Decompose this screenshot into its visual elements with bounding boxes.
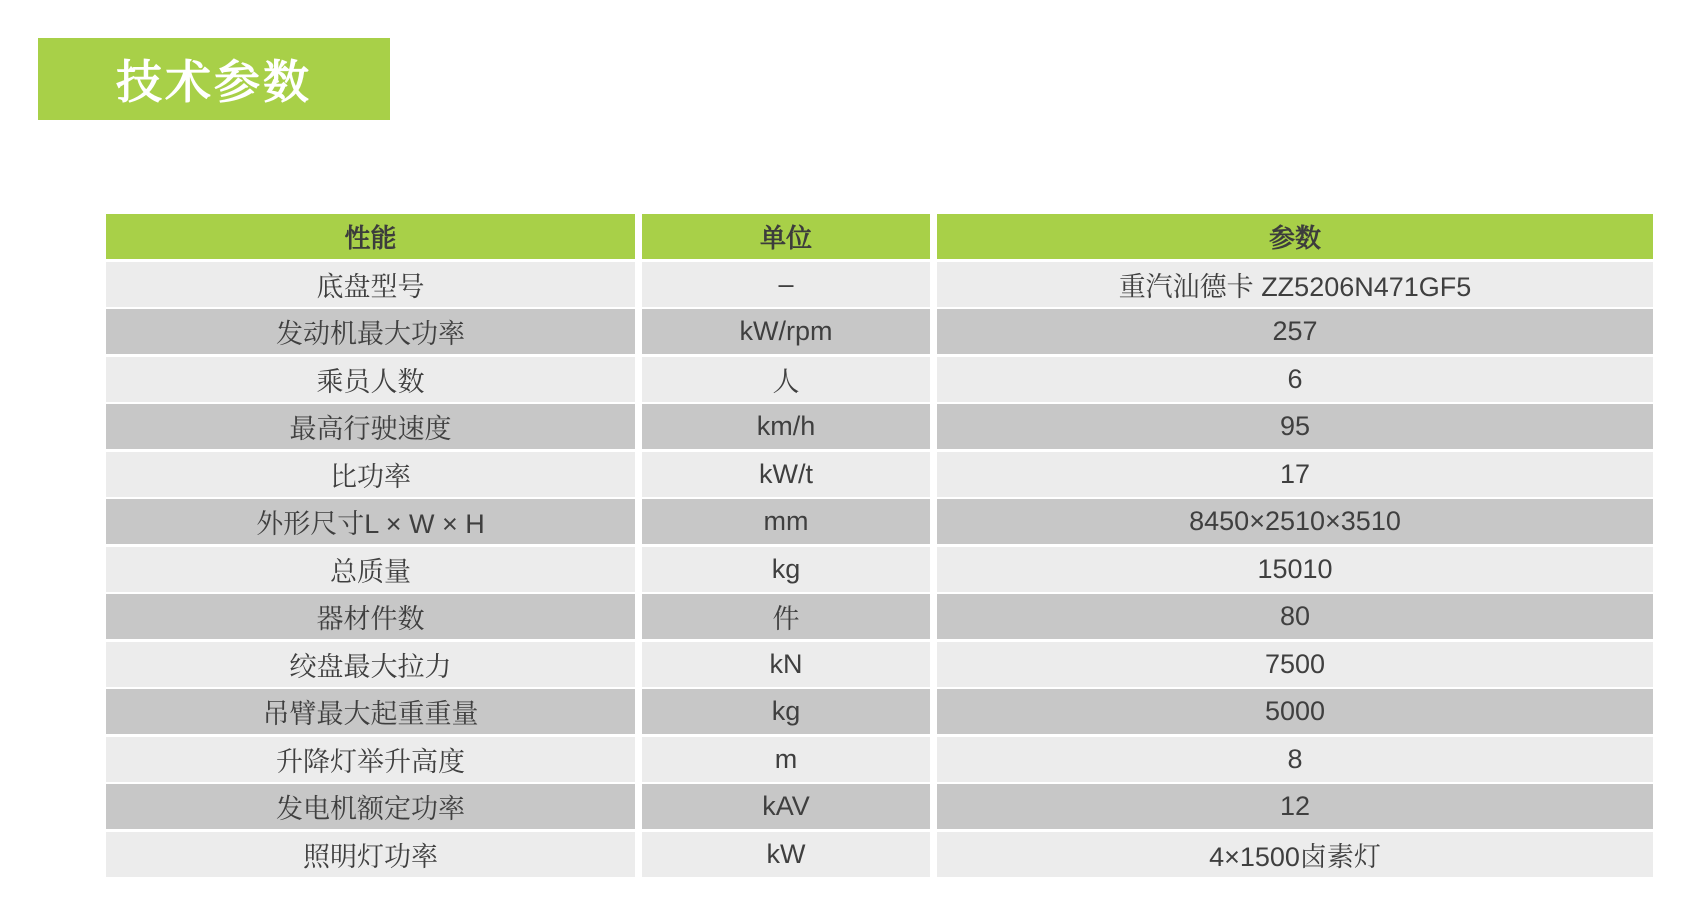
cell-value: 5000 <box>937 689 1653 734</box>
table-row <box>106 452 1653 497</box>
cell-name: 照明灯功率 <box>106 832 635 877</box>
cell-unit: mm <box>642 499 930 544</box>
cell-name: 外形尺寸L × W × H <box>106 499 635 544</box>
cell-name: 发电机额定功率 <box>106 784 635 829</box>
cell-value: 4×1500卤素灯 <box>937 832 1653 877</box>
cell-unit: kg <box>642 547 930 592</box>
cell-unit: kg <box>642 689 930 734</box>
cell-name: 比功率 <box>106 452 635 497</box>
page-title-banner <box>38 38 390 120</box>
cell-unit: kAV <box>642 784 930 829</box>
cell-name: 乘员人数 <box>106 357 635 402</box>
table-row <box>106 594 1653 639</box>
table-row <box>106 357 1653 402</box>
page-title: 技术参数 <box>116 56 312 108</box>
cell-value: 17 <box>937 452 1653 497</box>
table-row <box>106 737 1653 782</box>
table-row <box>106 689 1653 734</box>
cell-name: 吊臂最大起重重量 <box>106 689 635 734</box>
table-row <box>106 262 1653 307</box>
cell-name: 最高行驶速度 <box>106 404 635 449</box>
header-cell-name: 性能 <box>106 214 635 259</box>
cell-value: 80 <box>937 594 1653 639</box>
cell-unit: kW <box>642 832 930 877</box>
header-cell-unit: 单位 <box>642 214 930 259</box>
cell-name: 绞盘最大拉力 <box>106 642 635 687</box>
table-row <box>106 832 1653 877</box>
cell-unit: km/h <box>642 404 930 449</box>
cell-value: 257 <box>937 309 1653 354</box>
table-row <box>106 309 1653 354</box>
table-header-row <box>106 214 1653 259</box>
table-row <box>106 404 1653 449</box>
cell-value: 8450×2510×3510 <box>937 499 1653 544</box>
cell-name: 器材件数 <box>106 594 635 639</box>
cell-unit: kW/rpm <box>642 309 930 354</box>
table-row <box>106 642 1653 687</box>
cell-unit: – <box>642 262 930 307</box>
cell-unit: kN <box>642 642 930 687</box>
header-cell-value: 参数 <box>937 214 1653 259</box>
cell-value: 重汽汕德卡 ZZ5206N471GF5 <box>937 262 1653 307</box>
cell-value: 95 <box>937 404 1653 449</box>
cell-name: 总质量 <box>106 547 635 592</box>
table-body <box>106 262 1653 877</box>
cell-value: 12 <box>937 784 1653 829</box>
table-row <box>106 784 1653 829</box>
cell-unit: 人 <box>642 357 930 402</box>
cell-unit: kW/t <box>642 452 930 497</box>
cell-name: 升降灯举升高度 <box>106 737 635 782</box>
cell-unit: m <box>642 737 930 782</box>
cell-value: 7500 <box>937 642 1653 687</box>
cell-value: 15010 <box>937 547 1653 592</box>
table-row <box>106 499 1653 544</box>
cell-unit: 件 <box>642 594 930 639</box>
cell-name: 底盘型号 <box>106 262 635 307</box>
cell-value: 8 <box>937 737 1653 782</box>
table-row <box>106 547 1653 592</box>
spec-table <box>106 214 1653 879</box>
cell-name: 发动机最大功率 <box>106 309 635 354</box>
cell-value: 6 <box>937 357 1653 402</box>
